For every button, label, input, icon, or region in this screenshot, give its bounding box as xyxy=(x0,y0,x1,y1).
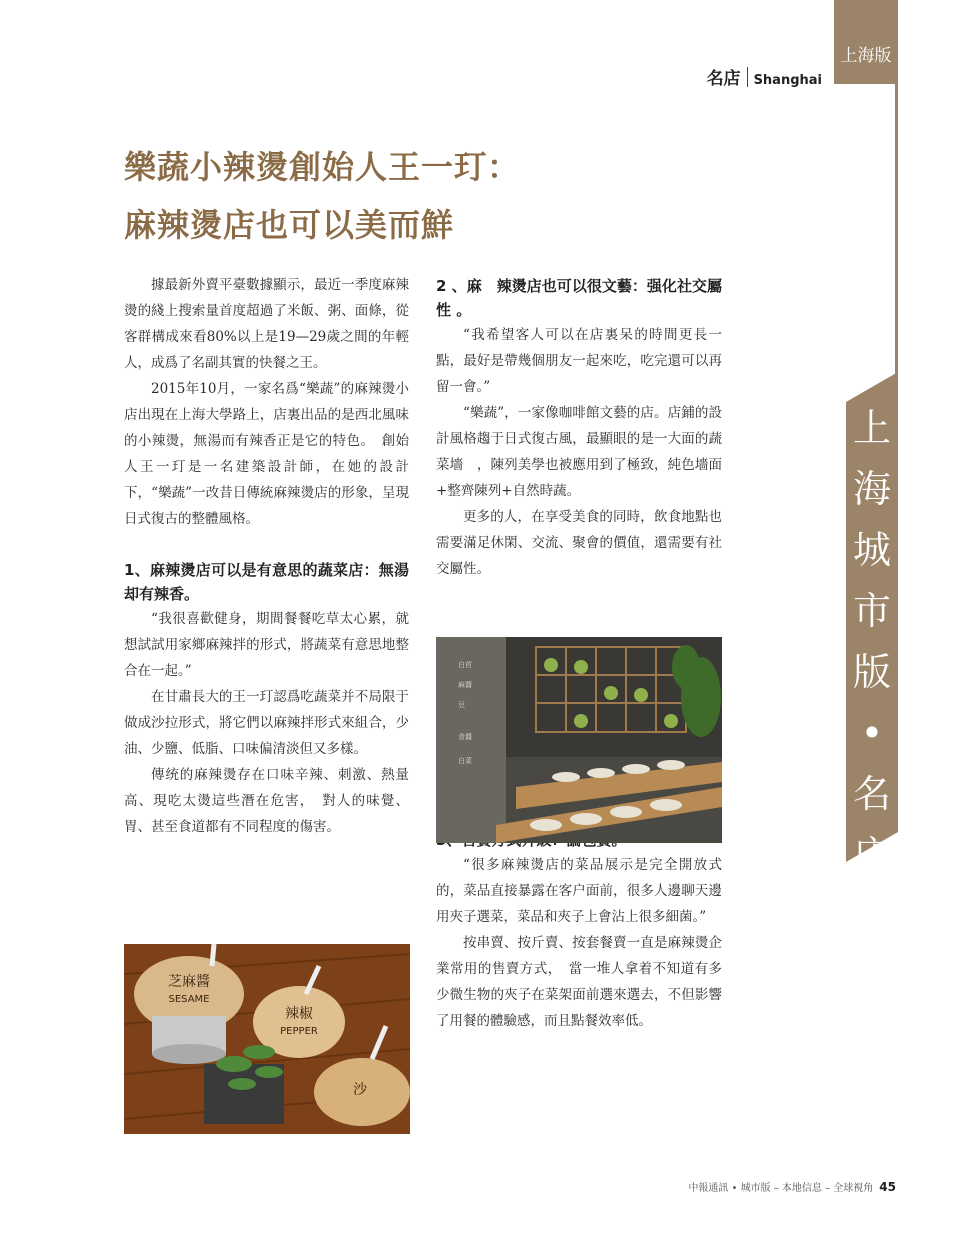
side-char: 版 xyxy=(852,650,891,694)
side-char: • xyxy=(860,711,884,755)
column-left xyxy=(124,272,409,840)
vegetable-wall-photo xyxy=(436,637,722,843)
paragraph: 按串賣、按斤賣、按套餐賣一直是麻辣燙企業常用的售賣方式， 當一堆人拿着不知道有多少微生物的夾子在菜架面前選來選去，不但影響了用餐的體驗感，而且點餐效率低。 xyxy=(436,935,722,1029)
wall-label: 豆 xyxy=(458,701,465,709)
page-footer xyxy=(688,1179,896,1194)
paragraph: “我很喜歡健身，期間餐餐吃草太心累，就想試試用家鄉麻辣拌的形式，將蔬菜有意思地整合在一起。” xyxy=(124,611,409,679)
wall-label: 白菜 xyxy=(458,757,472,765)
jar-label-pepper-en: PEPPER xyxy=(280,1026,318,1037)
side-char: 上 xyxy=(852,406,891,450)
article-title-line1: 樂蔬小辣燙創始人王一玎： xyxy=(124,148,521,186)
wall-label: 白苣 xyxy=(458,661,472,669)
section-heading-2: 2 、麻 辣燙店也可以很文藝：强化社交屬性 。 xyxy=(436,277,722,319)
edition-tab xyxy=(834,0,898,84)
jar-label-pepper-cn: 辣椒 xyxy=(285,1006,313,1022)
side-banner-text xyxy=(846,398,898,886)
section-heading-1: 1、麻辣燙店可以是有意思的蔬菜店：無湯却有辣香。 xyxy=(124,561,409,603)
article-title-line2: 麻辣燙店也可以美而鮮 xyxy=(124,206,455,244)
footer-text: 中報通訊 • 城市版 – 本地信息 – 全球視角 xyxy=(688,1183,874,1194)
jar-label-sand: 沙 xyxy=(353,1082,367,1098)
side-char: 城 xyxy=(852,528,891,572)
tab-vertical-line xyxy=(895,84,898,374)
wall-label: 食醬 xyxy=(458,733,472,741)
side-char: 市 xyxy=(852,589,891,633)
paragraph: 在甘肅長大的王一玎認爲吃蔬菜并不局限于做成沙拉形式，將它們以麻辣拌形式來組合，少油、少鹽、低脂、口味偏清淡但又多樣。 xyxy=(124,689,409,757)
spice-jars-photo xyxy=(124,944,410,1134)
side-char: 名 xyxy=(852,772,891,816)
section-label xyxy=(707,64,822,89)
paragraph: 傳统的麻辣燙存在口味辛辣、刺激、熱量高、現吃太燙這些潛在危害， 對人的味覺、胃、甚至食道都有不同程度的傷害。 xyxy=(124,767,409,835)
paragraph: “很多麻辣燙店的菜品展示是完全開放式的，菜品直接暴露在客户面前，很多人邊聊天邊用夾子選菜，菜品和夾子上會沾上很多細菌。” xyxy=(436,857,722,925)
page-number: 45 xyxy=(879,1180,896,1194)
section-en: Shanghai xyxy=(753,73,822,88)
jar-label-sesame-en: SESAME xyxy=(168,994,210,1005)
section-cn: 名店 xyxy=(706,69,741,89)
edition-tab-label: 上海版 xyxy=(840,46,892,66)
paragraph: 更多的人，在享受美食的同時，飲食地點也需要滿足休閑、交流、聚會的價值，還需要有社交屬性。 xyxy=(436,509,722,577)
paragraph: 據最新外賣平臺數據顯示，最近一季度麻辣燙的綫上搜索量首度超過了米飯、粥、面條，從客群構成來看80%以上是19—29歲之間的年輕人，成爲了名副其實的快餐之王。 xyxy=(124,277,409,371)
wall-label: 麻醬 xyxy=(458,681,472,689)
side-char: 店 xyxy=(852,833,891,877)
paragraph: “我希望客人可以在店裏呆的時間更長一點，最好是帶幾個朋友一起來吃，吃完還可以再留一會。” xyxy=(436,327,722,395)
jar-label-sesame-cn: 芝麻醬 xyxy=(168,974,210,990)
section-divider xyxy=(747,67,748,87)
side-char: 海 xyxy=(852,467,891,511)
paragraph: 2015年10月，一家名爲“樂蔬”的麻辣燙小店出現在上海大學路上，店裏出品的是西北風味的小辣燙，無湯而有辣香正是它的特色。 創始人王一玎是一名建築設計師，在她的設計下，“樂蔬”一改昔日傳統麻辣燙店的形象，呈現日式復古的整體風格。 xyxy=(124,381,409,527)
paragraph: “樂蔬”，一家像咖啡館文藝的店。店鋪的設計風格趨于日式復古風，最顯眼的是一大面的蔬菜墻 ，陳列美學也被應用到了極致，純色墻面 +整齊陳列+自然時蔬。 xyxy=(436,405,722,499)
